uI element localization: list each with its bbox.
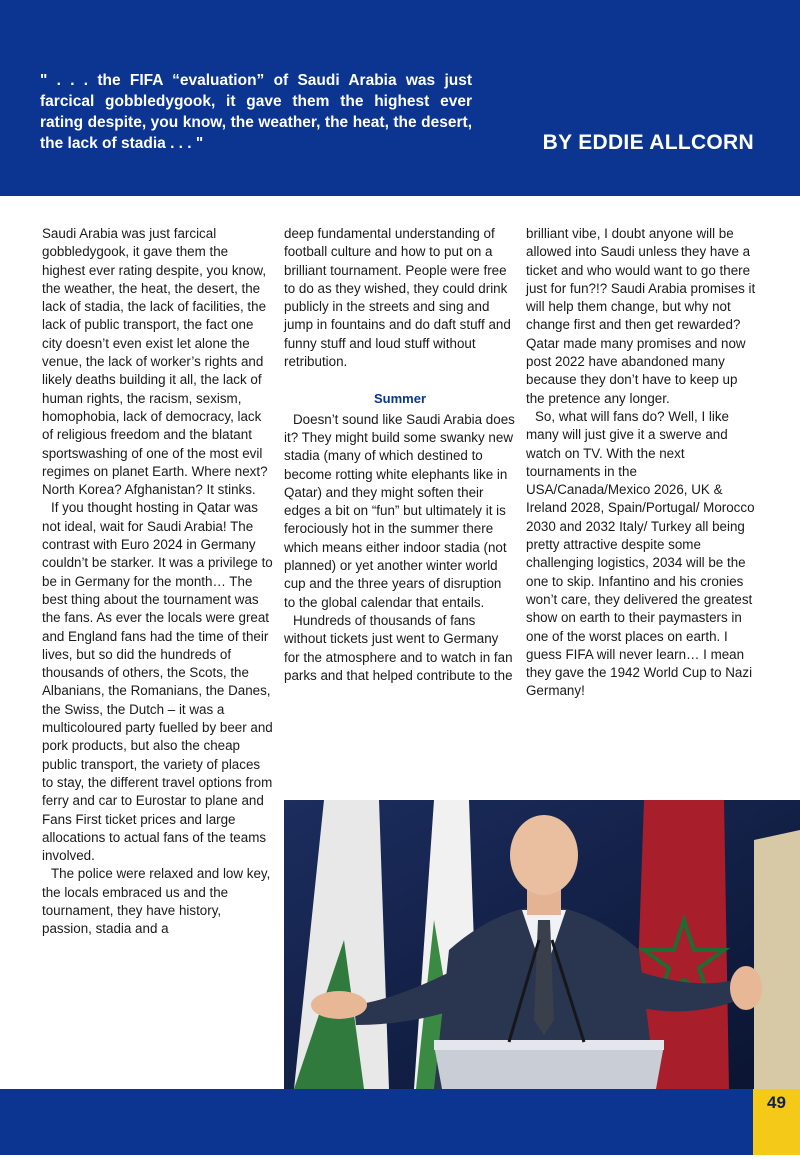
paragraph: Hundreds of thousands of fans without tickets just went to Germany for the atmosphere and to watch in fan parks and that helped contribute to the	[284, 612, 513, 683]
article-column-2	[284, 225, 516, 685]
paragraph: If you thought hosting in Qatar was not ideal, wait for Saudi Arabia! The contrast with Euro 2024 in Germany couldn’t be starker. It was a privilege to be in Germany for the month… The best thing about the tournament was the fans. As ever the locals were great and England fans had the time of their lives, but so did the hundreds of thousands of others, the Scots, the Albanians, the Romanians, the Danes, the Swiss, the Dutch – it was a multicoloured party fuelled by beer and pork products, but also the cheap public transport, the variety of places to stay, the different travel options from ferry and car to Eurostar to plane and Fans First ticket prices and large allocations to actual fans of the teams involved.	[42, 500, 273, 864]
paragraph: So, what will fans do? Well, I like many will just give it a swerve and watch on TV. With the next tournaments in the USA/Canada/Mexico 2026, UK & Ireland 2028, Spain/Portugal/ Morocco 2030 and 2032 Italy/ Turkey all being pretty attractive despite some challenging logistics, 2034 will be the one to skip. Infantino and his cronies won’t care, they delivered the greatest show on earth to their paymasters in one of the worst places on earth. I guess FIFA will never learn… I mean they gave the 1942 World Cup to Nazi Germany!	[526, 408, 755, 699]
footer-bar	[0, 1089, 753, 1155]
paragraph: Saudi Arabia was just farcical gobbledygook, it gave them the highest ever rating despite, you know, the weather, the heat, the desert, the lack of stadia, the lack of facilities, the lack of public transport, the fact one city doesn’t even exist let alone the venue, the lack of worker’s rights and likely deaths building it all, the lack of human rights, the racism, sexism, homophobia, lack of democracy, lack of religious freedom and the blatant sportswashing of one of the most evil regimes on planet Earth. Where next? North Korea? Afghanistan? It stinks.	[42, 226, 268, 498]
byline: BY EDDIE ALLCORN	[542, 131, 754, 154]
page-number: 49	[767, 1093, 786, 1112]
pull-quote: " . . . the FIFA “evaluation” of Saudi Arabia was just farcical gobbledygook, it gave them the highest ever rating despite, you know, the weather, the heat, the desert, the lack of stadia . . . "	[40, 72, 472, 152]
paragraph: deep fundamental understanding of football culture and how to put on a brilliant tournament. People were free to do as they wished, they could drink publicly in the streets and sing and jump in fountains and do daft stuff and funny stuff and loud stuff without retribution.	[284, 226, 511, 370]
header-banner	[0, 0, 800, 196]
paragraph: Doesn’t sound like Saudi Arabia does it? They might build some swanky new stadia (many of which destined to become rotting white elephants like in Qatar) and they might soften their edges a bit on “fun” but ultimately it is ferociously hot in the summer there which means either indoor stadia (not planned) or yet another winter world cup and the three years of disruption to the global calendar that entails.	[284, 411, 515, 610]
speaker-illustration	[284, 800, 800, 1089]
article-column-1	[42, 225, 274, 939]
speaker-photo	[284, 800, 800, 1089]
page-number-box	[753, 1089, 800, 1155]
paragraph: brilliant vibe, I doubt anyone will be allowed into Saudi unless they have a ticket and who would want to go there just for fun?!? Saudi Arabia promises it will help them change, but why not change first and then get rewarded? Qatar made many promises and now post 2022 have abandoned many because they don’t have to keep up the pretence any longer.	[526, 226, 756, 406]
paragraph: The police were relaxed and low key, the locals embraced us and the tournament, they have history, passion, stadia and a	[42, 866, 271, 937]
section-subheading: Summer	[373, 391, 427, 407]
article-column-3	[526, 225, 758, 701]
